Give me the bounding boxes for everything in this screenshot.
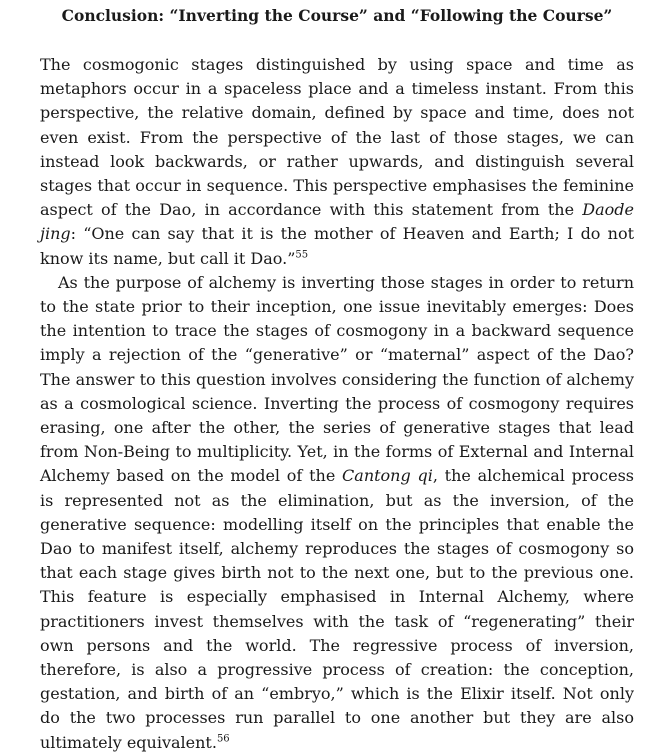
paragraph-2-text-a: As the purpose of alchemy is inverting those stages in order to return to the state prior to their inception, one issue inevitably emerges: Does the intention to trace the stages of cosmogony in a backward sequence imply a rejection of the “generative” or “maternal” aspect of the Dao? The answer to this question involves considering the function of alchemy as a cosmological science. Inverting the process of cosmogony requires erasing, one after the other, the series of generative stages that lead from Non-Being to multiplicity. Yet, in the forms of External and Internal Alchemy based on the model of the xyxy=(40,272,634,486)
paragraph-1 xyxy=(40,53,634,271)
paragraph-1-text-a: The cosmogonic stages distinguished by using space and time as metaphors occur in a spaceless place and a timeless instant. From this perspective, the relative domain, defined by space and time, does not even exist. From the perspective of the last of those stages, we can instead look backwards, or rather upwards, and distinguish several stages that occur in sequence. This perspective emphasises the feminine aspect of the Dao, in accordance with this statement from the xyxy=(40,55,634,220)
paragraph-2 xyxy=(40,271,634,755)
daode-jing-title: Daode jing xyxy=(40,200,634,244)
section-heading: Conclusion: “Inverting the Course” and “Following the Course” xyxy=(61,6,613,25)
cantong-qi-title: Cantong qi xyxy=(342,466,433,486)
footnote-ref-55: 55 xyxy=(295,249,309,261)
page xyxy=(40,6,634,755)
footnote-ref-56: 56 xyxy=(216,733,230,745)
paragraph-1-text-b: : “One can say that it is the mother of Heaven and Earth; I do not know its name, but call it Dao.” xyxy=(40,224,634,268)
paragraph-2-text-b: , the alchemical process is represented not as the elimination, but as the inversion, of the generative sequence: modelling itself on the principles that enable the Dao to manifest itself, alchemy reproduces the stages of cosmogony so that each stage gives birth not to the next one, but to the previous one. This feature is especially emphasised in Internal Alchemy, where practitioners invest themselves with the task of “regenerating” their own persons and the world. The regressive process of inversion, therefore, is also a progressive process of creation: the conception, gestation, and birth of an “embryo,” which is the Elixir itself. Not only do the two processes run parallel to one another but they are also ultimately equivalent. xyxy=(40,466,635,752)
